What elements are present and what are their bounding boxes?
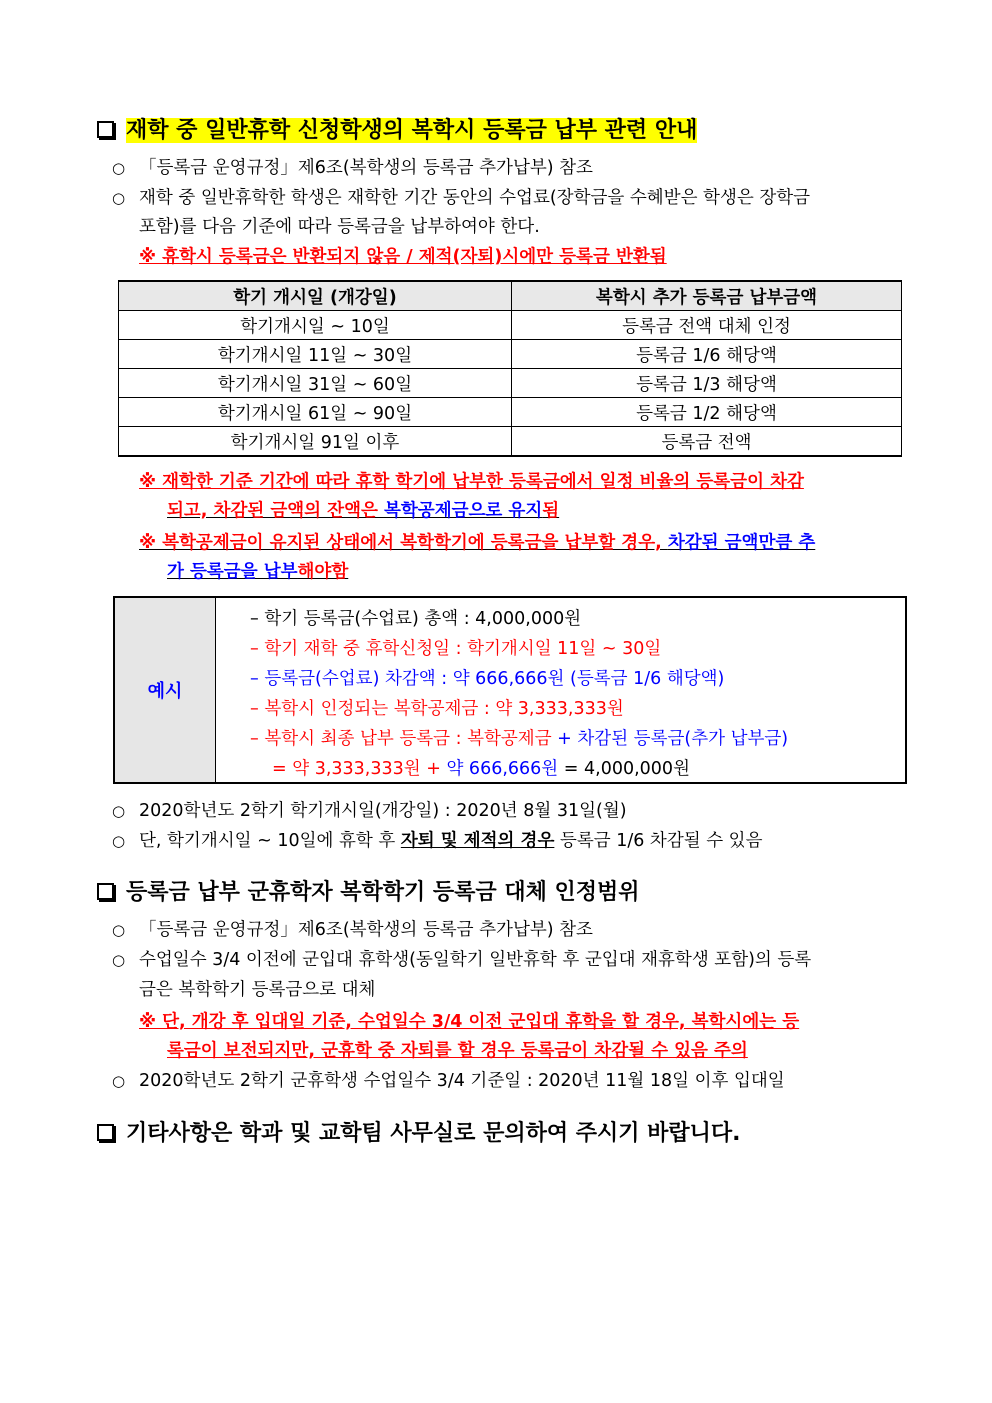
section1-note1-line1: ※ 재학한 기준 기간에 따라 휴학 학기에 납부한 등록금에서 일정 비율의 등록금이 차감 <box>139 472 804 492</box>
table-cell: 학기개시일 31일 ~ 60일 <box>119 369 512 398</box>
table-row <box>119 311 902 340</box>
section2-bullet3: 2020학년도 2학기 군휴학생 수업일수 3/4 기준일 : 2020년 11월 18일 이후 입대일 <box>139 1071 785 1091</box>
bullet-circle-icon: ○ <box>112 921 126 939</box>
table-cell: 학기개시일 61일 ~ 90일 <box>119 398 512 427</box>
section1-notice: ※ 휴학시 등록금은 반환되지 않음 / 제적(자퇴)시에만 등록금 반환됨 <box>139 247 667 267</box>
table-row <box>119 340 902 369</box>
example-line: – 복학시 최종 납부 등록금 : 복학공제금 + 차감된 등록금(추가 납부금) <box>250 729 789 749</box>
example-body <box>216 598 905 782</box>
table-cell: 등록금 1/2 해당액 <box>512 398 902 427</box>
table-header-cell: 학기 개시일 (개강일) <box>119 281 512 311</box>
table-cell: 등록금 전액 대체 인정 <box>512 311 902 340</box>
section2-bullet2-line2: 금은 복학학기 등록금으로 대체 <box>139 980 376 1000</box>
section1-note1-line2: 되고, 차감된 금액의 잔액은 복학공제금으로 유지됨 <box>167 501 560 521</box>
bullet-circle-icon: ○ <box>112 951 126 969</box>
section1-bullet4: 단, 학기개시일 ~ 10일에 휴학 후 자퇴 및 제적의 경우 등록금 1/6 차감될 수 있음 <box>139 831 763 851</box>
table-cell: 등록금 전액 <box>512 427 902 457</box>
section1-title: 재학 중 일반휴학 신청학생의 복학시 등록금 납부 관련 안내 <box>97 116 697 146</box>
table-cell: 등록금 1/6 해당액 <box>512 340 902 369</box>
section2-notice-line2: 록금이 보전되지만, 군휴학 중 자퇴를 할 경우 등록금이 차감될 수 있음 주의 <box>167 1041 748 1061</box>
example-line: = 약 3,333,333원 + 약 666,666원 = 4,000,000원 <box>272 759 690 779</box>
section1-bullet3: 2020학년도 2학기 학기개시일(개강일) : 2020년 8월 31일(월) <box>139 801 627 821</box>
example-box <box>113 596 907 784</box>
bullet-circle-icon: ○ <box>112 1072 126 1090</box>
example-label: 예시 <box>115 598 216 782</box>
section1-bullet2-line2: 포함)를 다음 기준에 따라 등록금을 납부하여야 한다. <box>139 217 540 237</box>
refund-rate-table <box>118 280 902 457</box>
example-line: – 복학시 인정되는 복학공제금 : 약 3,333,333원 <box>250 699 624 719</box>
table-cell: 학기개시일 ~ 10일 <box>119 311 512 340</box>
table-row <box>119 369 902 398</box>
section2-bullet1: 「등록금 운영규정」제6조(복학생의 등록금 추가납부) 참조 <box>139 920 593 940</box>
table-cell: 등록금 1/3 해당액 <box>512 369 902 398</box>
bullet-circle-icon: ○ <box>112 832 126 850</box>
example-line: – 등록금(수업료) 차감액 : 약 666,666원 (등록금 1/6 해당액) <box>250 669 725 689</box>
example-line: – 학기 재학 중 휴학신청일 : 학기개시일 11일 ~ 30일 <box>250 639 662 659</box>
table-row <box>119 427 902 457</box>
bullet-circle-icon: ○ <box>112 159 126 177</box>
example-line: – 학기 등록금(수업료) 총액 : 4,000,000원 <box>250 609 582 629</box>
checkbox-square-icon <box>97 883 114 900</box>
table-header-row <box>119 281 902 311</box>
section1-bullet2-line1: 재학 중 일반휴학한 학생은 재학한 기간 동안의 수업료(장학금을 수혜받은 학생은 장학금 <box>139 188 811 208</box>
section2-bullet2-line1: 수업일수 3/4 이전에 군입대 휴학생(동일학기 일반휴학 후 군입대 재휴학생 포함)의 등록 <box>139 950 812 970</box>
section1-note2-line1: ※ 복학공제금이 유지된 상태에서 복학학기에 등록금을 납부할 경우, 차감된 금액만큼 추 <box>139 533 816 553</box>
section2-title: 등록금 납부 군휴학자 복학학기 등록금 대체 인정범위 <box>97 878 640 908</box>
table-cell: 학기개시일 91일 이후 <box>119 427 512 457</box>
section1-bullet1: 「등록금 운영규정」제6조(복학생의 등록금 추가납부) 참조 <box>139 158 593 178</box>
section1-note2-line2: 가 등록금을 납부해야함 <box>167 562 349 582</box>
bullet-circle-icon: ○ <box>112 802 126 820</box>
bullet-circle-icon: ○ <box>112 189 126 207</box>
section2-notice-line1: ※ 단, 개강 후 입대일 기준, 수업일수 3/4 이전 군입대 휴학을 할 경우, 복학시에는 등 <box>139 1012 800 1032</box>
table-header-cell: 복학시 추가 등록금 납부금액 <box>512 281 902 311</box>
table-row <box>119 398 902 427</box>
checkbox-square-icon <box>97 121 114 138</box>
checkbox-square-icon <box>97 1124 114 1141</box>
section3-title: 기타사항은 학과 및 교학팀 사무실로 문의하여 주시기 바랍니다. <box>97 1119 741 1149</box>
table-cell: 학기개시일 11일 ~ 30일 <box>119 340 512 369</box>
